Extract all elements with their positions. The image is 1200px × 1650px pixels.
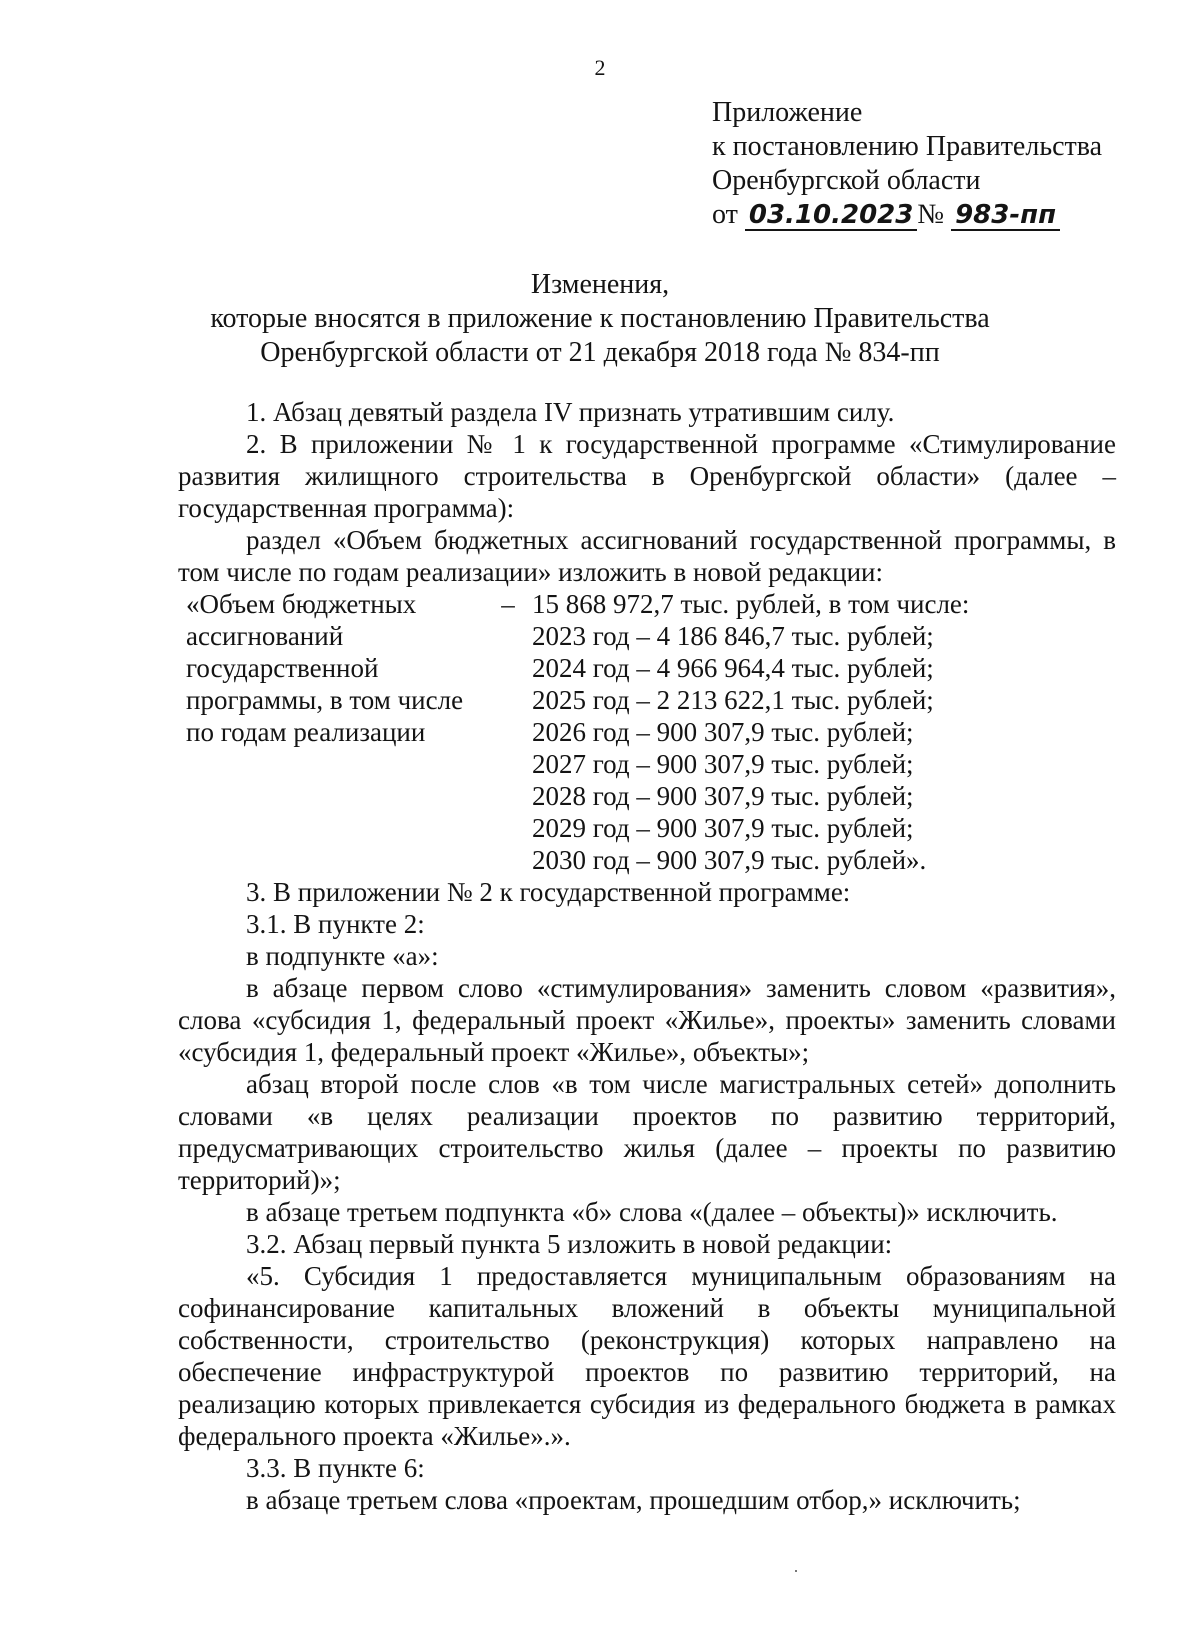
budget-label-line: государственной: [186, 653, 379, 683]
budget-value-year: 2030 год – 900 307,9 тыс. рублей».: [532, 845, 927, 875]
annex-line-region: Оренбургской области: [712, 165, 981, 196]
budget-value-year: 2028 год – 900 307,9 тыс. рублей;: [532, 781, 914, 811]
annex-date-number-line: [712, 198, 1152, 232]
paragraph-8: абзац второй после слов «в том числе магистральных сетей» дополнить словами «в целях реализации проектов по развитию территорий, предусматривающих строительство жилья (далее – проекты по развитию территорий)»;: [178, 1069, 1116, 1195]
paragraph-13: в абзаце третьем слова «проектам, прошедшим отбор,» исключить;: [246, 1485, 1021, 1515]
title-line-1: Изменения,: [530, 269, 670, 300]
paragraph-9: в абзаце третьем подпункта «б» слова «(далее – объекты)» исключить.: [246, 1197, 1058, 1227]
budget-value-year: 2023 год – 4 186 846,7 тыс. рублей;: [532, 621, 934, 651]
paragraph-5: 3.1. В пункте 2:: [246, 909, 425, 939]
budget-label: [178, 588, 484, 876]
budget-label-line: ассигнований: [186, 621, 344, 651]
title-line-2: которые вносятся в приложение к постановлению Правительства: [210, 303, 990, 334]
budget-value-year: 2024 год – 4 966 964,4 тыс. рублей;: [532, 653, 934, 683]
budget-value-total: 15 868 972,7 тыс. рублей, в том числе:: [532, 589, 970, 619]
paragraph-7: в абзаце первом слово «стимулирования» заменить словом «развития», слова «субсидия 1, федеральный проект «Жилье», проекты» заменить словами «субсидия 1, федеральный проект «Жилье», объекты»;: [178, 973, 1116, 1067]
page-number: 2: [594, 55, 606, 80]
annex-header: [712, 96, 1152, 232]
document-body: [178, 396, 1116, 1516]
paragraph-6: в подпункте «а»:: [246, 941, 439, 971]
scan-speck: [795, 1570, 797, 1572]
budget-label-line: программы, в том числе: [186, 685, 464, 715]
budget-label-line: «Объем бюджетных: [186, 589, 417, 619]
budget-value-year: 2025 год – 2 213 622,1 тыс. рублей;: [532, 685, 934, 715]
paragraph-10: 3.2. Абзац первый пункта 5 изложить в новой редакции:: [246, 1229, 893, 1259]
document-title: [0, 268, 1200, 370]
budget-value-year: 2026 год – 900 307,9 тыс. рублей;: [532, 717, 914, 747]
number-label: №: [917, 199, 945, 230]
budget-block: [178, 588, 1116, 876]
handwritten-number: 983-пп: [951, 201, 1060, 231]
budget-label-line: по годам реализации: [186, 717, 426, 747]
paragraph-4: 3. В приложении № 2 к государственной программе:: [246, 877, 851, 907]
paragraph-11: «5. Субсидия 1 предоставляется муниципальным образованиям на софинансирование капитальных вложений в объекты муниципальной собственности, строительство (реконструкция) которых направлено на обеспечение инфраструктурой проектов по развитию территорий, на реализацию которых привлекается субсидия из федерального бюджета в рамках федерального проекта «Жилье».».: [178, 1261, 1116, 1451]
paragraph-2: 2. В приложении № 1 к государственной программе «Стимулирование развития жилищного строительства в Оренбургской области» (далее – государственная программа):: [178, 429, 1116, 523]
paragraph-12: 3.3. В пункте 6:: [246, 1453, 425, 1483]
budget-value-year: 2029 год – 900 307,9 тыс. рублей;: [532, 813, 914, 843]
from-label: от: [712, 199, 738, 230]
annex-title: Приложение: [712, 97, 863, 128]
budget-values: [532, 588, 969, 876]
handwritten-date: 03.10.2023: [745, 201, 917, 231]
annex-line-decree: к постановлению Правительства: [712, 131, 1103, 162]
budget-dash: –: [501, 589, 515, 619]
paragraph-3: раздел «Объем бюджетных ассигнований государственной программы, в том числе по годам реализации» изложить в новой редакции:: [178, 525, 1116, 587]
budget-value-year: 2027 год – 900 307,9 тыс. рублей;: [532, 749, 914, 779]
title-line-3: Оренбургской области от 21 декабря 2018 года № 834-пп: [260, 337, 940, 368]
paragraph-1: 1. Абзац девятый раздела IV признать утратившим силу.: [246, 397, 895, 427]
